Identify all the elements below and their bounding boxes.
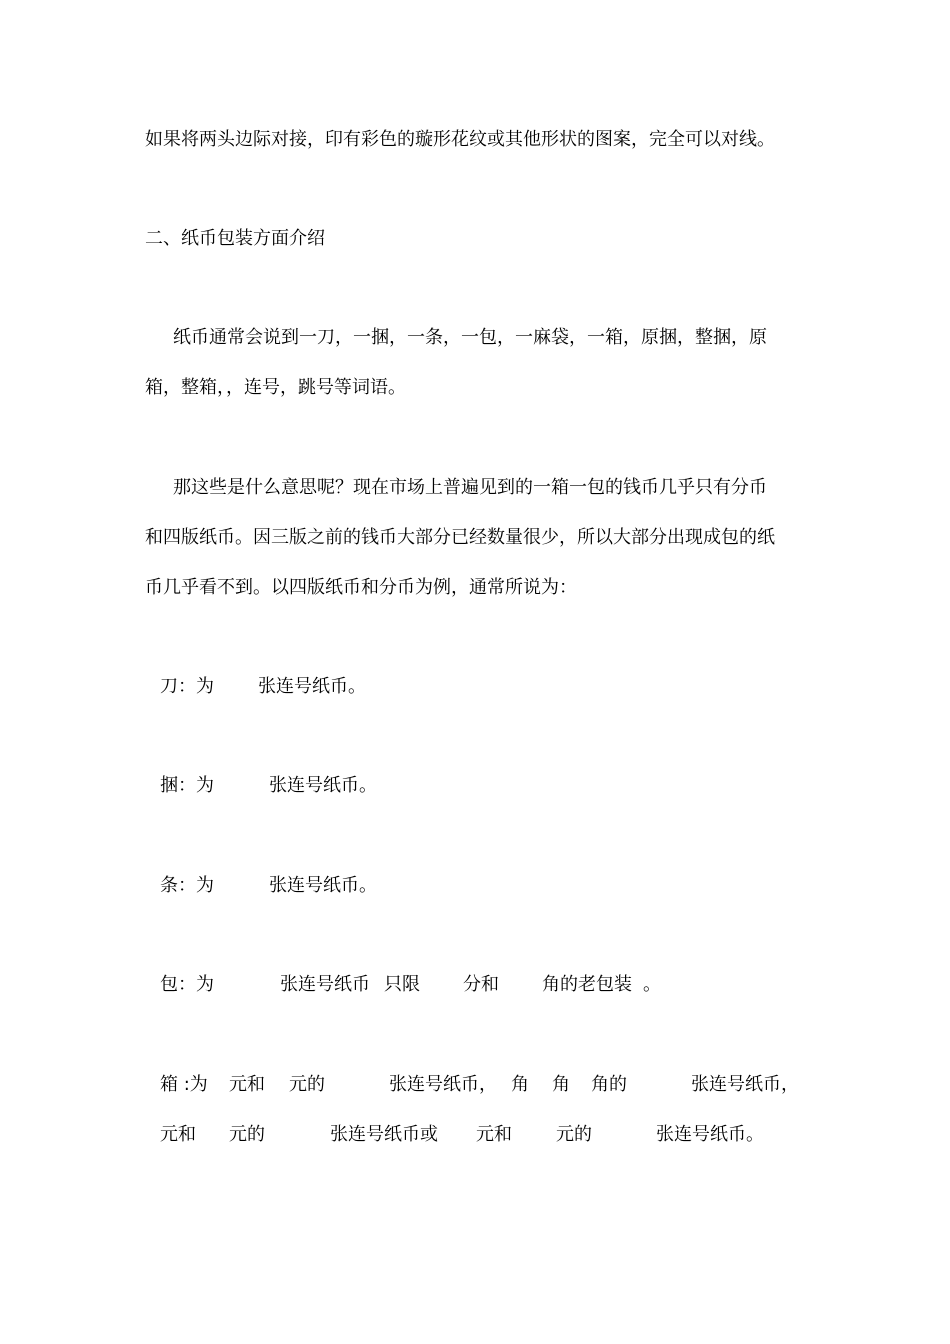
- definition-tiao: [0, 874, 950, 898]
- definition-desc: 元的: [229, 1124, 265, 1145]
- definition-desc: 。: [643, 974, 661, 995]
- definition-desc: 张连号纸币，: [389, 1074, 497, 1095]
- definition-desc: 张连号纸币: [280, 974, 370, 995]
- definition-desc: 只限: [384, 974, 420, 995]
- definition-term: 箱 :为: [160, 1074, 208, 1095]
- definition-desc: 元和: [476, 1124, 512, 1145]
- text-segment: 如果将两头边际对接，印有彩色的璇形花纹或其他形状的图案，完全可以对线。: [145, 129, 775, 150]
- definition-desc: 张连号纸币，: [691, 1074, 799, 1095]
- definition-desc: 角: [552, 1074, 570, 1095]
- text-segment: 和四版纸币。因三版之前的钱币大部分已经数量很少，所以大部分出现成包的纸: [145, 527, 775, 548]
- definition-desc: 元和: [229, 1074, 265, 1095]
- definition-desc: 角的: [591, 1074, 627, 1095]
- definition-desc: 张连号纸币或: [330, 1124, 438, 1145]
- paragraph-line: [0, 326, 950, 350]
- definition-desc: 角的老包装: [542, 974, 632, 995]
- definition-xiang-line-1: [0, 1073, 950, 1097]
- text-segment: 那这些是什么意思呢？现在市场上普遍见到的一箱一包的钱币几乎只有分币: [173, 477, 767, 498]
- text-segment: 纸币通常会说到一刀，一捆，一条，一包，一麻袋，一箱，原捆，整捆，原: [173, 327, 767, 348]
- definition-term: 条：为: [160, 875, 214, 896]
- definition-desc: 张连号纸币。: [269, 775, 377, 796]
- definition-term: 捆：为: [160, 775, 214, 796]
- definition-desc: 张连号纸币。: [269, 875, 377, 896]
- definition-desc: 张连号纸币。: [258, 676, 366, 697]
- section-heading: [0, 227, 950, 251]
- definition-desc: 分和: [463, 974, 499, 995]
- definition-term: 包：为: [160, 974, 214, 995]
- definition-kun: [0, 774, 950, 798]
- definition-xiang-line-2: [0, 1123, 950, 1147]
- definition-dao: [0, 675, 950, 699]
- paragraph-line: [0, 128, 950, 152]
- paragraph-line: [0, 526, 950, 550]
- definition-bao: [0, 973, 950, 997]
- definition-desc: 张连号纸币。: [656, 1124, 764, 1145]
- definition-desc: 元的: [289, 1074, 325, 1095]
- paragraph-line: [0, 576, 950, 600]
- text-segment: 币几乎看不到。以四版纸币和分币为例，通常所说为：: [145, 577, 577, 598]
- definition-desc: 元的: [556, 1124, 592, 1145]
- definition-desc: 角: [511, 1074, 529, 1095]
- paragraph-line: [0, 376, 950, 400]
- definition-term: 刀：为: [160, 676, 214, 697]
- text-segment: 箱，整箱，，连号，跳号等词语。: [145, 377, 406, 398]
- definition-desc: 元和: [160, 1124, 196, 1145]
- paragraph-line: [0, 476, 950, 500]
- heading-text: 二、纸币包装方面介绍: [145, 228, 325, 249]
